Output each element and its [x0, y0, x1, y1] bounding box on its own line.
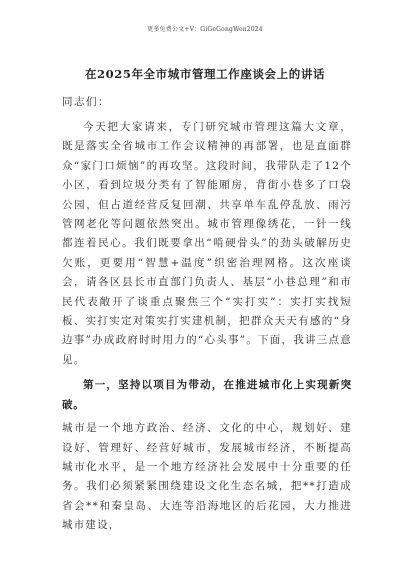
section-heading: 第一，坚持以项目为带动，在推进城市化上实现新突破。 — [62, 379, 352, 411]
header-note: 更多免费公文+V：GiGeGongWen2024 — [147, 26, 263, 33]
body-paragraph: 今天把大家请来，专门研究城市管理这篇大文章，既是落实全省城市工作会议精神的再部署，也是直面群众“家门口烦恼”的再攻坚。这段时间，我带队走了12个小区，看到垃圾分类有了智能厢房，背街小巷多了口袋公园，但占道经营反复回潮、共享单车乱停乱放、雨污管网老化等问题依然突出。城市管理像绣花，一针一线都连着民心。我们既要拿出“啃硬骨头”的劲头破解历史欠账，更要用“智慧+温度”织密治理网格。这次座谈会，请各区县长市直部门负责人、基层“小巷总理”和市民代表敞开了谈重点聚焦三个“实打实”：实打实找短板、实打实定对策实打实建机制，把群众天天有感的“身边事”办成政府时时用力的“心头事”。下面，我讲三点意见。 — [62, 121, 352, 366]
document-title: 在2025年全市城市管理工作座谈会上的讲话 — [84, 67, 326, 81]
section-paragraph: 城市是一个地方政治、经济、文化的中心，规划好、建设好、管理好、经营好城市，发展城市经济，不断提高城市化水平，是一个地方经济社会发展中十分重要的任务。我们必须紧紧围绕建设文化生态名城，把**打造成省会**和秦皇岛、大连等沿海地区的后花园，大力推进城市建设， — [62, 422, 352, 532]
salutation: 同志们： — [62, 96, 110, 108]
document-body — [62, 118, 352, 536]
